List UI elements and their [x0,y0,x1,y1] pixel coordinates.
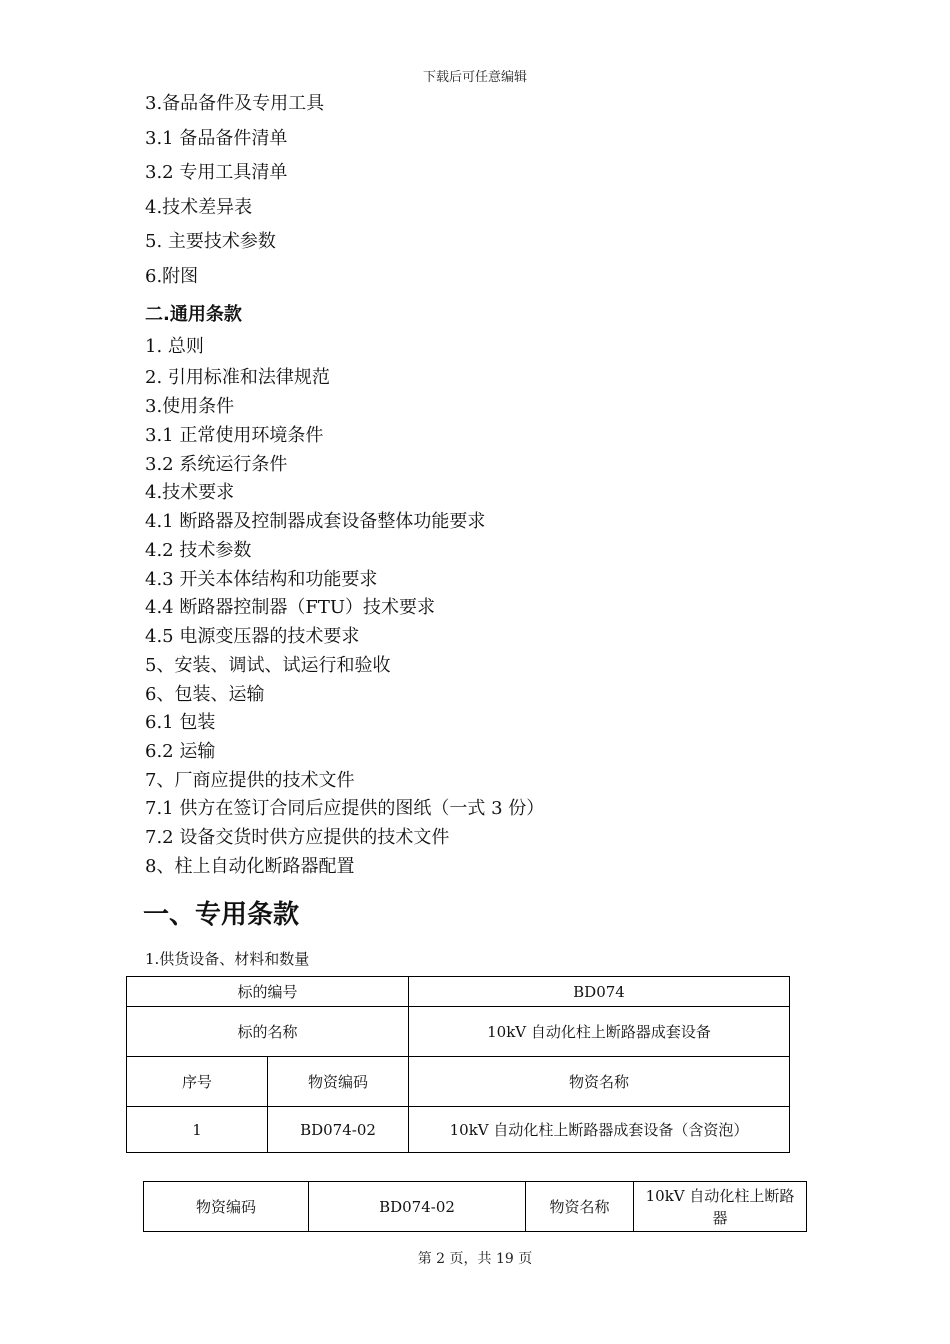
name-label: 物资名称 [526,1182,634,1232]
section-heading-special: 一、专用条款 [143,900,300,930]
toc-item: 4.2 技术参数 [145,540,252,561]
toc-item: 8、柱上自动化断路器配置 [145,856,355,877]
code-value: BD074-02 [309,1182,526,1232]
toc-item: 5. 主要技术参数 [145,231,276,252]
toc-item: 6.附图 [145,266,199,287]
toc-item: 6.2 运输 [145,741,216,762]
toc-item: 3.2 系统运行条件 [145,454,288,475]
name-value: 10kV 自动化柱上断路器 [634,1182,807,1232]
toc-item: 4.技术要求 [145,482,235,503]
toc-item: 4.4 断路器控制器（FTU）技术要求 [145,597,436,618]
supply-table [126,976,790,1153]
toc-item: 4.5 电源变压器的技术要求 [145,626,360,647]
row-code: BD074-02 [268,1107,409,1153]
toc-item: 6、包装、运输 [145,684,265,705]
material-table [143,1181,807,1232]
toc-item: 7.2 设备交货时供方应提供的技术文件 [145,827,450,848]
toc-item: 4.技术差异表 [145,197,253,218]
bid-no-value: BD074 [409,977,790,1007]
toc-item: 7、厂商应提供的技术文件 [145,770,355,791]
toc-item: 2. 引用标准和法律规范 [145,367,330,388]
page-footer: 第 2 页，共 19 页 [417,1251,533,1267]
bid-no-label: 标的编号 [127,977,409,1007]
column-header-seq: 序号 [127,1057,268,1107]
toc-item: 6.1 包装 [145,712,216,733]
toc-item: 4.1 断路器及控制器成套设备整体功能要求 [145,511,486,532]
column-header-code: 物资编码 [268,1057,409,1107]
supply-heading: 1.供货设备、材料和数量 [145,950,310,968]
toc-item: 1. 总则 [145,336,204,357]
row-name: 10kV 自动化柱上断路器成套设备（含资泡） [409,1107,790,1153]
toc-item: 3.1 备品备件清单 [145,128,288,149]
bid-name-value: 10kV 自动化柱上断路器成套设备 [409,1007,790,1057]
toc-item: 3.1 正常使用环境条件 [145,425,324,446]
page-header: 下载后可任意编辑 [422,70,527,85]
table-row [127,1107,790,1153]
toc-item: 3.使用条件 [145,396,235,417]
bid-name-label: 标的名称 [127,1007,409,1057]
code-label: 物资编码 [144,1182,309,1232]
toc-item: 4.3 开关本体结构和功能要求 [145,569,378,590]
toc-item: 5、安装、调试、试运行和验收 [145,655,391,676]
toc-item: 3.2 专用工具清单 [145,162,288,183]
section-heading-general: 二.通用条款 [145,304,242,325]
column-header-name: 物资名称 [409,1057,790,1107]
toc-item: 7.1 供方在签订合同后应提供的图纸（一式 3 份） [145,798,545,819]
toc-item: 3.备品备件及专用工具 [145,93,325,114]
row-seq: 1 [127,1107,268,1153]
